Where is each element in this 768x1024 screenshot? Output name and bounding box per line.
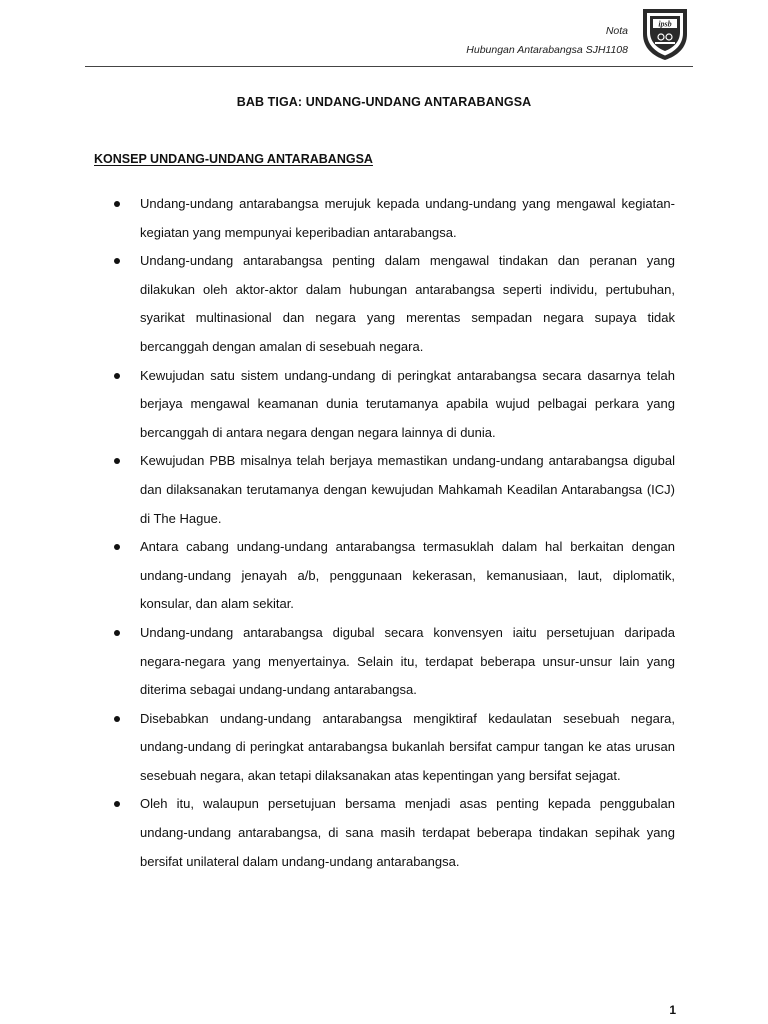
bullet-text: Kewujudan PBB misalnya telah berjaya memastikan undang-undang antarabangsa digubal dan dilaksanakan terutamanya dengan kewujudan Mahkamah Keadilan Antarabangsa (ICJ) di The Hague. <box>140 453 675 526</box>
bullet-icon <box>114 544 120 550</box>
bullet-icon <box>114 201 120 207</box>
bullet-text: Undang-undang antarabangsa digubal secara konvensyen iaitu persetujuan daripada negara-negara yang menyertainya. Selain itu, terdapat beberapa unsur-unsur lain yang diterima sebagai undang-undang antarabangsa. <box>140 624 675 698</box>
bullet-icon <box>114 258 120 264</box>
list-item <box>140 705 675 791</box>
bullet-icon <box>114 373 120 379</box>
section-heading: KONSEP UNDANG-UNDANG ANTARABANGSA <box>94 152 373 166</box>
list-item <box>140 190 675 247</box>
bullet-text: Undang-undang antarabangsa merujuk kepada undang-undang yang mengawal kegiatan-kegiatan yang mempunyai keperibadian antarabangsa. <box>140 196 675 240</box>
bullet-icon <box>114 630 120 636</box>
list-item <box>140 447 675 533</box>
list-item <box>140 533 675 619</box>
bullet-text: Antara cabang undang-undang antarabangsa termasuklah dalam hal berkaitan dengan undang-undang jenayah a/b, penggunaan kekerasan, kemanusiaan, laut, diplomatik, konsular, dan alam sekitar. <box>140 539 675 612</box>
header-label: Nota <box>605 25 628 37</box>
logo-lettering: ipsb <box>658 19 672 29</box>
header-course: Hubungan Antarabangsa SJH1108 <box>466 44 628 56</box>
header-divider <box>85 66 693 67</box>
chapter-title: BAB TIGA: UNDANG-UNDANG ANTARABANGSA <box>236 95 532 109</box>
bullet-text: Kewujudan satu sistem undang-undang di peringkat antarabangsa secara dasarnya telah berjaya mengawal keamanan dunia terutamanya apabila wujud pelbagai perkara yang bercanggah di antara negara dengan negara lainnya di dunia. <box>140 367 675 440</box>
bullet-icon <box>114 458 120 464</box>
bullet-list <box>140 190 675 876</box>
page-header <box>466 22 628 60</box>
bullet-icon <box>114 801 120 807</box>
list-item <box>140 619 675 705</box>
list-item <box>140 362 675 448</box>
institution-crest-logo <box>637 6 693 62</box>
bullet-text: Undang-undang antarabangsa penting dalam mengawal tindakan dan peranan yang dilakukan oleh aktor-aktor dalam hubungan antarabangsa seperti individu, pertubuhan, syarikat multinasional dan negara yang merentas sempadan negara supaya tidak bercanggah dengan amalan di sesebuah negara. <box>140 253 675 354</box>
bullet-text: Oleh itu, walaupun persetujuan bersama menjadi asas penting kepada penggubalan undang-undang antarabangsa, di sana masih terdapat beberapa tindakan sepihak yang bersifat unilateral dalam undang-undang antarabangsa. <box>140 796 675 869</box>
list-item <box>140 790 675 876</box>
bullet-text: Disebabkan undang-undang antarabangsa mengiktiraf kedaulatan sesebuah negara, undang-undang di peringkat antarabangsa bukanlah bersifat campur tangan ke atas urusan sesebuah negara, akan tetapi dilaksanakan atas kepentingan yang bersifat sejagat. <box>140 710 675 783</box>
list-item <box>140 247 675 361</box>
page-number: 1 <box>669 1003 676 1017</box>
bullet-icon <box>114 716 120 722</box>
